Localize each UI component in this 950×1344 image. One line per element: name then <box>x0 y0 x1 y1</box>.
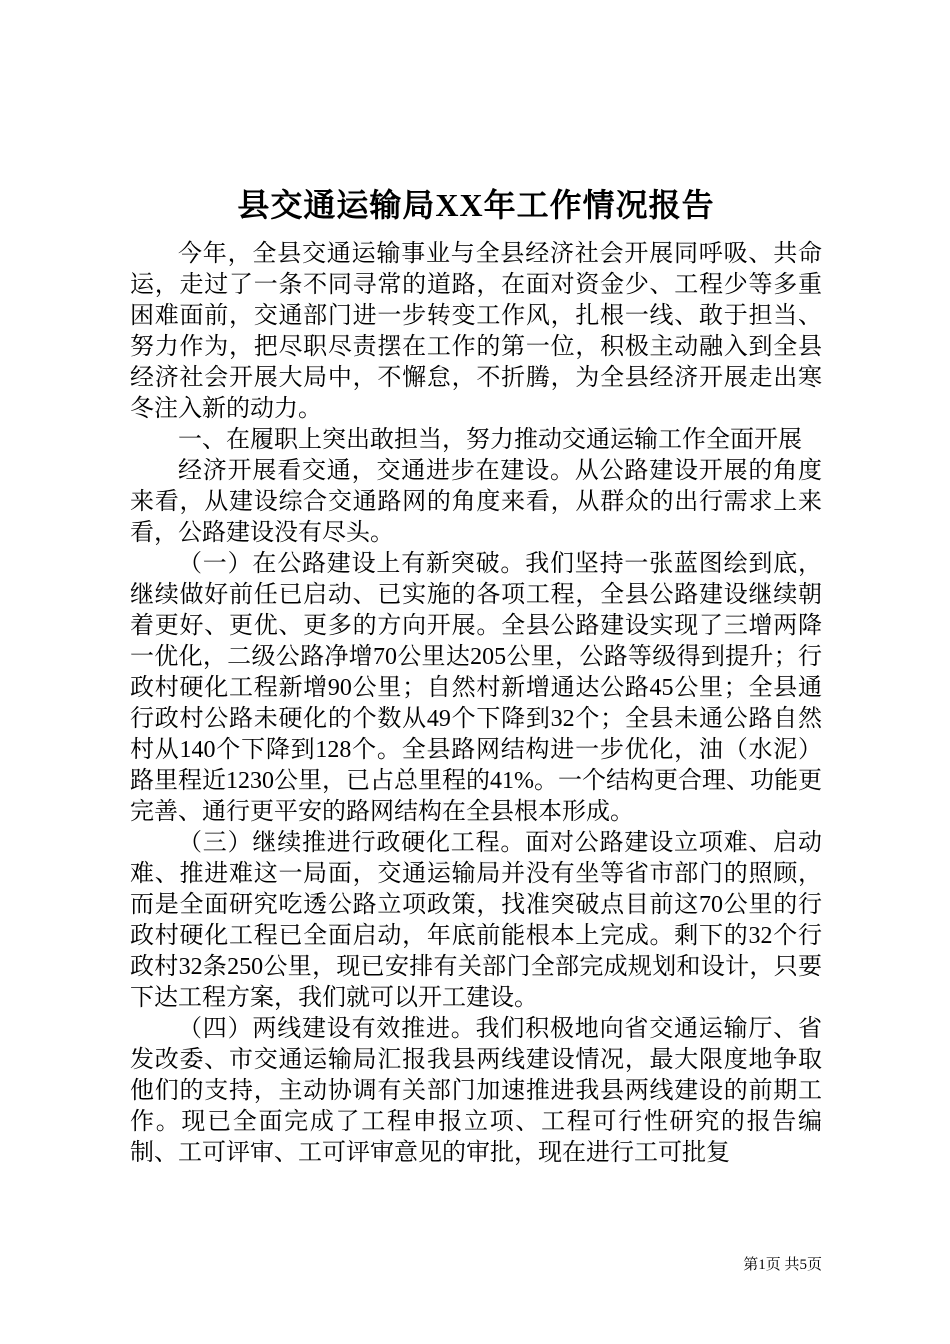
paragraph-intro: 今年，全县交通运输事业与全县经济社会开展同呼吸、共命运，走过了一条不同寻常的道路，在面对资金少、工程少等多重困难面前，交通部门进一步转变工作风，扎根一线、敢于担当、努力作为，把尽职尽责摆在工作的第一位，积极主动融入到全县经济社会开展大局中，不懈怠，不折腾，为全县经济开展走出寒冬注入新的动力。 <box>130 241 822 422</box>
document-title: 县交通运输局XX年工作情况报告 <box>237 187 715 223</box>
paragraph-item-three: （三）继续推进行政硬化工程。面对公路建设立项难、启动难、推进难这一局面，交通运输局并没有坐等省市部门的照顾，而是全面研究吃透公路立项政策，找准突破点目前这70公里的行政村硬化工程已全面启动，年底前能根本上完成。剩下的32个行政村32条250公里，现已安排有关部门全部完成规划和设计，只要下达工程方案，我们就可以开工建设。 <box>130 830 822 1011</box>
paragraph-item-one: （一）在公路建设上有新突破。我们坚持一张蓝图绘到底，继续做好前任已启动、已实施的各项工程，全县公路建设继续朝着更好、更优、更多的方向开展。全县公路建设实现了三增两降一优化，二级公路净增70公里达205公里，公路等级得到提升；行政村硬化工程新增90公里；自然村新增通达公路45公里；全县通行政村公路未硬化的个数从49个下降到32个；全县未通公路自然村从140个下降到128个。全县路网结构进一步优化，油（水泥）路里程近1230公里，已占总里程的41%。一个结构更合理、功能更完善、通行更平安的路网结构在全县根本形成。 <box>130 551 822 825</box>
paragraph-section-heading: 一、在履职上突出敢担当，努力推动交通运输工作全面开展 <box>178 427 802 453</box>
page-footer <box>743 1256 822 1274</box>
paragraph-overview: 经济开展看交通，交通进步在建设。从公路建设开展的角度来看，从建设综合交通路网的角度来看，从群众的出行需求上来看，公路建设没有尽头。 <box>130 458 822 546</box>
page-number-label: 第1页 共5页 <box>743 1257 822 1273</box>
paragraph-item-four: （四）两线建设有效推进。我们积极地向省交通运输厅、省发改委、市交通运输局汇报我县两线建设情况，最大限度地争取他们的支持，主动协调有关部门加速推进我县两线建设的前期工作。现已全面完成了工程申报立项、工程可行性研究的报告编制、工可评审、工可评审意见的审批，现在进行工可批复 <box>130 1016 822 1166</box>
